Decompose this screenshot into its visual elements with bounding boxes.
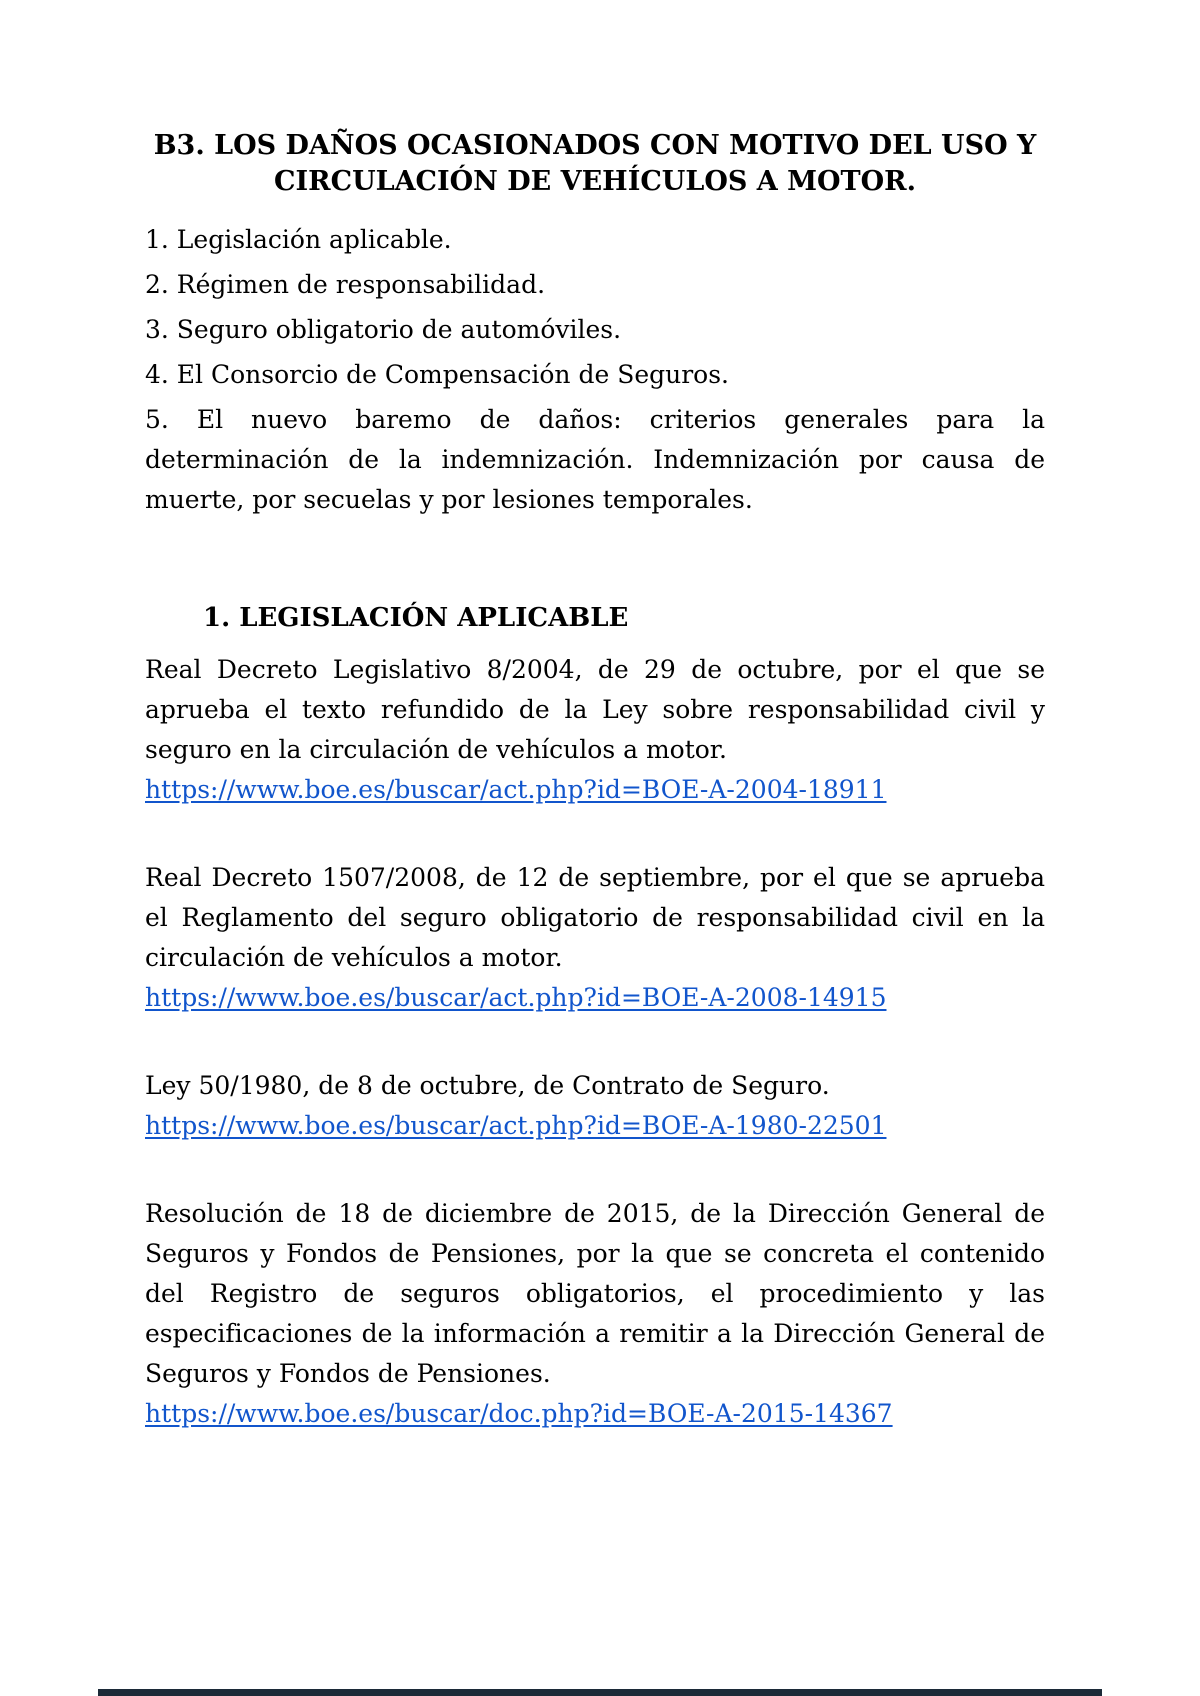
boe-link-2004-18911[interactable]: https://www.boe.es/buscar/act.php?id=BOE-A-2004-18911 [145, 775, 887, 804]
toc-item-3: 3. Seguro obligatorio de automóviles. [145, 315, 622, 344]
entry-link-line [145, 978, 1045, 1018]
document-title-line-2: CIRCULACIÓN DE VEHÍCULOS A MOTOR. [274, 166, 916, 197]
toc-item-2: 2. Régimen de responsabilidad. [145, 270, 546, 299]
legislation-entry-4 [145, 1194, 1045, 1434]
legislation-entry-1 [145, 650, 1045, 810]
toc-item-1: 1. Legislación aplicable. [145, 225, 452, 254]
entry-link-line [145, 1106, 1045, 1146]
toc-list [145, 220, 1045, 520]
boe-link-1980-22501[interactable]: https://www.boe.es/buscar/act.php?id=BOE-A-1980-22501 [145, 1111, 887, 1140]
section-heading: 1. LEGISLACIÓN APLICABLE [203, 603, 629, 633]
document-title-line-1: B3. LOS DAÑOS OCASIONADOS CON MOTIVO DEL USO Y [153, 130, 1037, 161]
entry-link-line [145, 1394, 1045, 1434]
legislation-entry-3 [145, 1066, 1045, 1146]
entry-text: Real Decreto Legislativo 8/2004, de 29 de octubre, por el que se aprueba el texto refundido de la Ley sobre responsabilidad civil y seguro en la circulación de vehículos a motor. [145, 655, 1045, 764]
toc-item-5: 5. El nuevo baremo de daños: criterios generales para la determinación de la indemnización. Indemnización por causa de muerte, por secuelas y por lesiones temporales. [145, 405, 1045, 514]
entry-text: Resolución de 18 de diciembre de 2015, de la Dirección General de Seguros y Fondos de Pensiones, por la que se concreta el contenido del Registro de seguros obligatorios, el procedimiento y las especificaciones de la información a remitir a la Dirección General de Seguros y Fondos de Pensiones. [145, 1199, 1045, 1388]
legislation-entry-2 [145, 858, 1045, 1018]
boe-link-2008-14915[interactable]: https://www.boe.es/buscar/act.php?id=BOE-A-2008-14915 [145, 983, 887, 1012]
boe-link-2015-14367[interactable]: https://www.boe.es/buscar/doc.php?id=BOE-A-2015-14367 [145, 1399, 893, 1428]
entry-text: Real Decreto 1507/2008, de 12 de septiembre, por el que se aprueba el Reglamento del seguro obligatorio de responsabilidad civil en la circulación de vehículos a motor. [145, 863, 1045, 972]
toc-item-4: 4. El Consorcio de Compensación de Seguros. [145, 360, 730, 389]
document-title [45, 128, 1145, 200]
entry-link-line [145, 770, 1045, 810]
entry-text: Ley 50/1980, de 8 de octubre, de Contrato de Seguro. [145, 1071, 830, 1100]
next-page-table-edge [98, 1689, 1102, 1696]
